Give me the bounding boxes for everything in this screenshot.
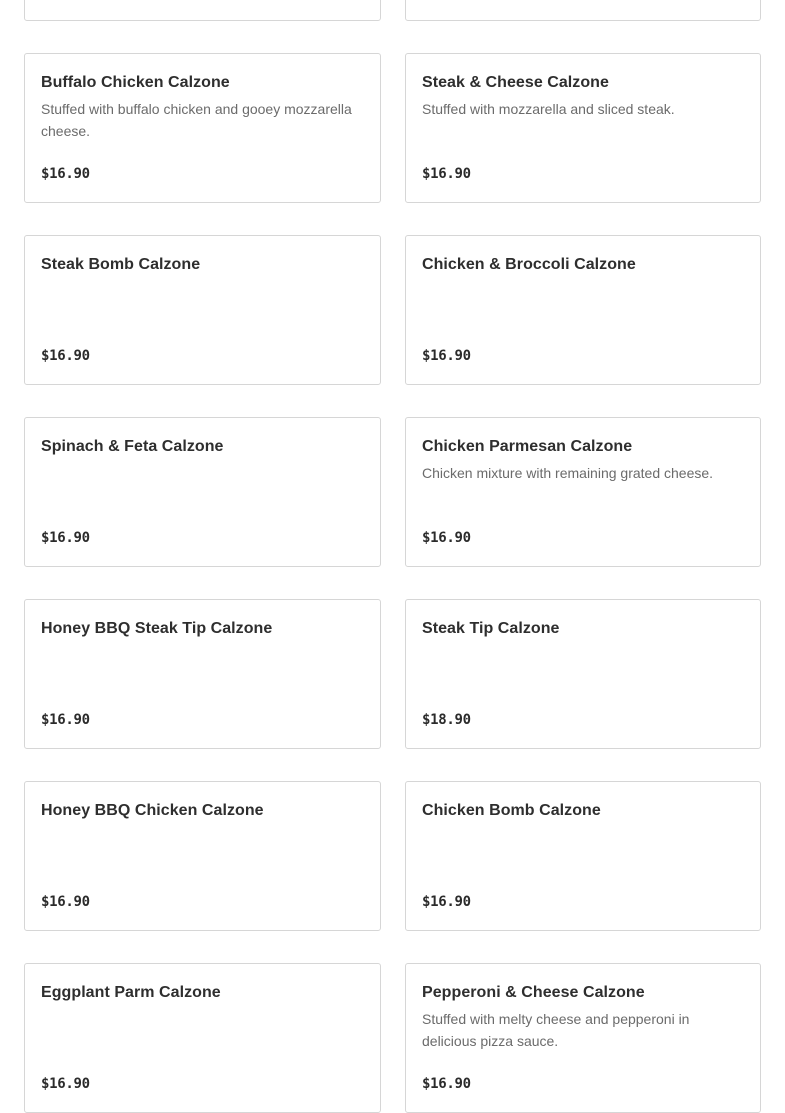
- menu-item-name: Chicken Parmesan Calzone: [422, 438, 633, 455]
- menu-item-price: $16.90: [422, 894, 471, 910]
- menu-item-price: $16.90: [422, 348, 471, 364]
- menu-item-price: $16.90: [41, 894, 90, 910]
- menu-item-description: Stuffed with mozzarella and sliced steak.: [422, 101, 675, 117]
- menu-item-grid: [24, 0, 761, 1113]
- menu-item-card[interactable]: [24, 417, 381, 567]
- menu-item-card[interactable]: [405, 599, 761, 749]
- menu-item-price: $16.90: [422, 530, 471, 546]
- menu-item-price: $16.90: [41, 348, 90, 364]
- menu-item-card[interactable]: [405, 235, 761, 385]
- menu-item-price: $16.90: [422, 1076, 471, 1092]
- menu-item-name: Honey BBQ Steak Tip Calzone: [41, 620, 273, 637]
- menu-item-card[interactable]: [405, 53, 761, 203]
- menu-item-description: Chicken mixture with remaining grated cheese.: [422, 465, 714, 481]
- menu-item-name: Eggplant Parm Calzone: [41, 984, 221, 1001]
- menu-item-card[interactable]: [405, 417, 761, 567]
- menu-item-name: Steak & Cheese Calzone: [422, 74, 609, 91]
- menu-item-price: $16.90: [41, 1076, 90, 1092]
- menu-item-name: Honey BBQ Chicken Calzone: [41, 802, 264, 819]
- menu-item-price: $16.90: [41, 166, 90, 182]
- menu-item-price: $16.90: [422, 166, 471, 182]
- menu-item-description: Stuffed with buffalo chicken and gooey mozzarella cheese.: [41, 101, 352, 139]
- menu-item-name: Buffalo Chicken Calzone: [41, 74, 230, 91]
- menu-item-card[interactable]: [24, 53, 381, 203]
- menu-item-card[interactable]: [24, 235, 381, 385]
- menu-item-name: Steak Bomb Calzone: [41, 256, 201, 273]
- menu-item-description: Stuffed with melty cheese and pepperoni in delicious pizza sauce.: [422, 1011, 690, 1049]
- menu-item-price: $18.90: [422, 712, 471, 728]
- menu-item-name: Spinach & Feta Calzone: [41, 438, 224, 455]
- menu-item-name: Pepperoni & Cheese Calzone: [422, 984, 645, 1001]
- menu-item-card[interactable]: [24, 781, 381, 931]
- menu-item-price: $16.90: [41, 530, 90, 546]
- menu-item-card[interactable]: [24, 0, 381, 21]
- menu-item-card[interactable]: [405, 0, 761, 21]
- menu-item-price: $16.90: [41, 712, 90, 728]
- menu-item-card[interactable]: [24, 963, 381, 1113]
- menu-item-card[interactable]: [24, 599, 381, 749]
- menu-item-name: Chicken Bomb Calzone: [422, 802, 601, 819]
- menu-item-name: Steak Tip Calzone: [422, 620, 560, 637]
- menu-item-card[interactable]: [405, 963, 761, 1113]
- menu-item-card[interactable]: [405, 781, 761, 931]
- menu-item-name: Chicken & Broccoli Calzone: [422, 256, 636, 273]
